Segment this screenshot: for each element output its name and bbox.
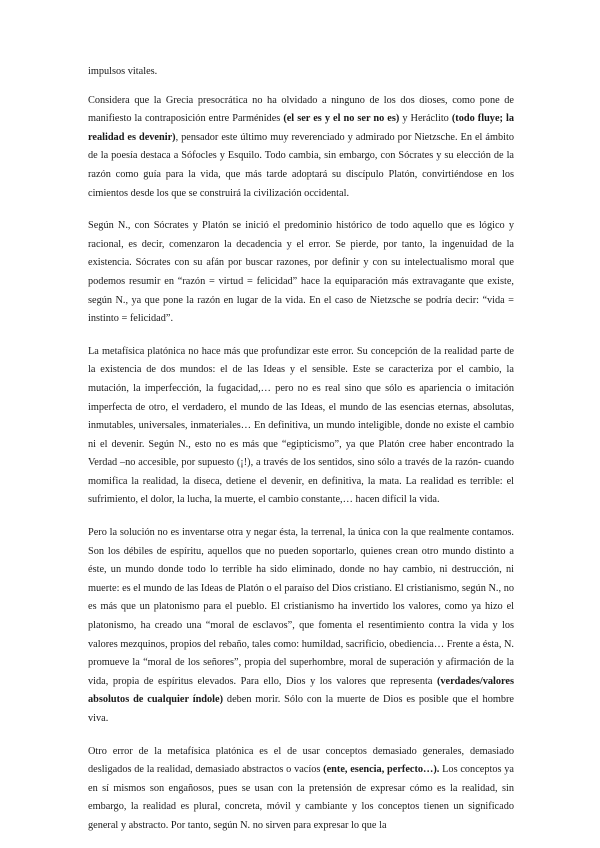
text-run: deben morir. Sólo con la muerte de Dios es posible que el hombre viva. bbox=[88, 694, 514, 724]
paragraph-6 bbox=[88, 743, 514, 836]
bold-run: (todo fluye; la realidad es devenir) bbox=[88, 113, 514, 143]
text-run: impulsos vitales. bbox=[88, 66, 158, 77]
bold-run: (el ser es y el no ser no es) bbox=[283, 113, 400, 125]
paragraph-4 bbox=[88, 343, 514, 510]
bold-run: (ente, esencia, perfecto…). bbox=[323, 764, 440, 776]
text-run: y Heráclito bbox=[399, 113, 452, 125]
paragraph-2 bbox=[88, 92, 514, 204]
paragraph-1 bbox=[88, 63, 514, 82]
text-run: Los conceptos ya en sí mismos son engañosos, pues se usan con la pretensión de expresar cómo es la realidad, sin embargo, la realidad es plural, concreta, móvil y cambiante y los conceptos tienen un significado general y abstracto. Por tanto, según N. no sirven para expresar lo que la bbox=[88, 764, 515, 831]
text-run: Considera que la Grecia presocrática no ha olvidado a ninguno de los dos dioses, como pone de manifiesto la contraposición entre Parménides bbox=[88, 94, 514, 125]
text-run: Otro error de la metafísica platónica es el de usar conceptos demasiado generales, demasiado desligados de la realidad, demasiado abstractos o vacíos bbox=[88, 745, 514, 776]
text-run: Pero la solución no es inventarse otra y negar ésta, la terrenal, la única con la que realmente contamos. Son los débiles de espíritu, aquellos que no pueden soportarlo, quienes crean otro mundo distinto a éste, un mundo donde todo lo terrible ha sido eliminado, donde no hay cambio, ni destrucción, ni muerte: es el mundo de las Ideas de Platón o el paraíso del Dios cristiano. El cristianismo, según N., no es más que un platonismo para el pueblo. El cristianismo ha invertido los valores, como ya hizo el platonismo, ha creado una “moral de esclavos”, que fomenta el resentimiento contra la vida y los valores mezquinos, propios del rebaño, tales como: humildad, sacrificio, obediencia… Frente a ésta, N. promueve la “moral de los señores”, propia del superhombre, moral de superación y afirmación de la vida, propia de espíritus elevados. Para ello, Dios y los valores que representa bbox=[88, 527, 514, 687]
paragraph-5 bbox=[88, 524, 514, 729]
paragraph-3 bbox=[88, 217, 514, 329]
bold-run: (verdades/valores absolutos de cualquier índole) bbox=[88, 675, 514, 706]
text-run: La metafísica platónica no hace más que profundizar este error. Su concepción de la realidad parte de la existencia de dos mundos: el de las Ideas y el sensible. Este se caracteriza por el cambio, la mutación, la imperfección, la fugacidad,… pero no es real sino que sólo es apariencia o imitación imperfecta de otro, el verdadero, el mundo de las Ideas, el mundo de las esencias eternas, absolutas, inmutables, universales, inmateriales… En definitiva, un mundo inteligible, donde no existe el cambio ni el devenir. Según N., esto no es más que “egipticismo”, ya que Platón cree haber encontrado la Verdad –no accesible, por supuesto (¡!), a través de los sentidos, sino sólo a través de la razón- cuando momifica la realidad, la diseca, detiene el devenir, en definitiva, la mata. La realidad es terrible: el sufrimiento, el dolor, la lucha, la muerte, el cambio constante,… hacen difícil la vida. bbox=[88, 345, 514, 506]
text-run: Según N., con Sócrates y Platón se inició el predominio histórico de todo aquello que es lógico y racional, es decir, comenzaron la decadencia y el error. Se pierde, por tanto, la ingenuidad de la existencia. Sócrates con su afán por buscar razones, por definir y con su intelectualismo moral que podemos resumir en “razón = virtud = felicidad” hace la equiparación más extravagante que existe, según N., ya que pone la razón en lugar de la vida. En el caso de Nietzsche se podría decir: “vida = instinto = felicidad”. bbox=[88, 220, 514, 325]
text-run: , pensador este último muy reverenciado y admirado por Nietzsche. En el ámbito de la poesía destaca a Sófocles y Esquilo. Todo cambia, sin embargo, con Sócrates y su elección de la razón como guía para la vida, que más tarde adoptará su discípulo Platón, convirtiéndose en los cimientos desde los que se construirá la civilización occidental. bbox=[88, 131, 514, 199]
